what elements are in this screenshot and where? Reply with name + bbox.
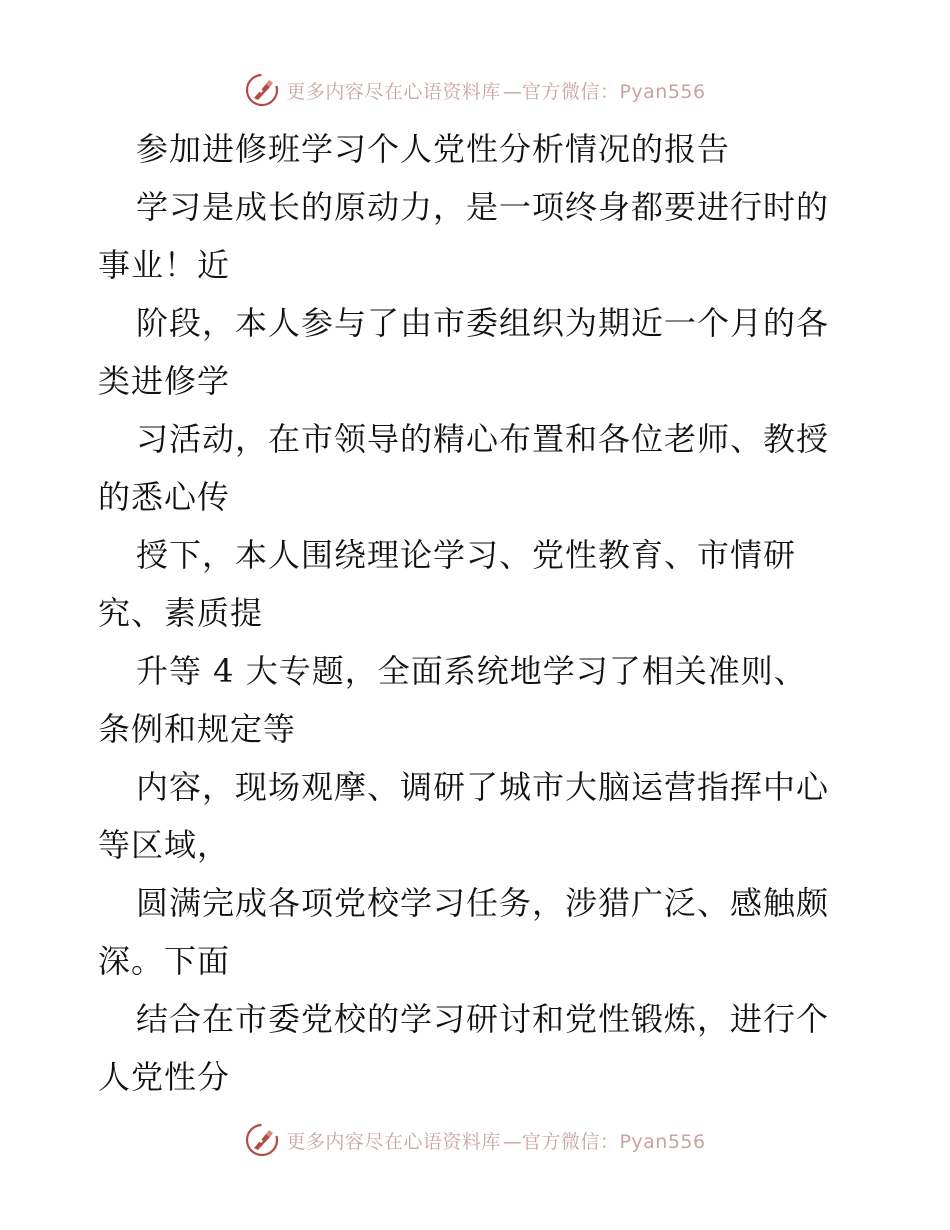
text-line: 深。下面	[98, 942, 231, 980]
banner-promo-text: 更多内容尽在心语资料库	[286, 80, 501, 103]
banner-wechat-label: 官方微信：	[521, 80, 620, 103]
banner-text	[286, 1127, 705, 1154]
text-line: 事业！近	[98, 246, 231, 284]
pen-logo-icon	[244, 72, 280, 108]
banner-wechat-id: Pyan556	[619, 80, 706, 103]
text-line: 的悉心传	[98, 478, 231, 516]
text-line: 学习是成长的原动力，是一项终身都要进行时的	[136, 188, 830, 226]
text-line: 人党性分	[98, 1058, 231, 1096]
banner-dash: —	[502, 1130, 520, 1153]
text-line: 类进修学	[98, 362, 231, 400]
text-line: 条例和规定等	[98, 710, 297, 748]
pen-logo-icon	[244, 1122, 280, 1158]
banner-dash: —	[502, 80, 520, 103]
text-line: 结合在市委党校的学习研讨和党性锻炼，进行个	[136, 1000, 830, 1038]
text-line: 究、素质提	[98, 594, 264, 632]
text-line: 阶段，本人参与了由市委组织为期近一个月的各	[136, 304, 830, 342]
banner-wechat-label: 官方微信：	[521, 1130, 620, 1153]
banner-text	[286, 77, 705, 104]
document-title: 参加进修班学习个人党性分析情况的报告	[136, 130, 731, 168]
banner-promo-text: 更多内容尽在心语资料库	[286, 1130, 501, 1153]
footer-banner	[0, 1120, 950, 1160]
text-line: 圆满完成各项党校学习任务，涉猎广泛、感触颇	[136, 884, 830, 922]
document-body	[98, 120, 858, 1106]
header-banner	[0, 70, 950, 110]
banner-wechat-id: Pyan556	[619, 1130, 706, 1153]
text-line: 升等 4 大专题，全面系统地学习了相关准则、	[136, 652, 807, 690]
text-line: 授下，本人围绕理论学习、党性教育、市情研	[136, 536, 797, 574]
text-line: 习活动，在市领导的精心布置和各位老师、教授	[136, 420, 830, 458]
text-line: 内容，现场观摩、调研了城市大脑运营指挥中心	[136, 768, 830, 806]
text-line: 等区域，	[98, 826, 231, 864]
